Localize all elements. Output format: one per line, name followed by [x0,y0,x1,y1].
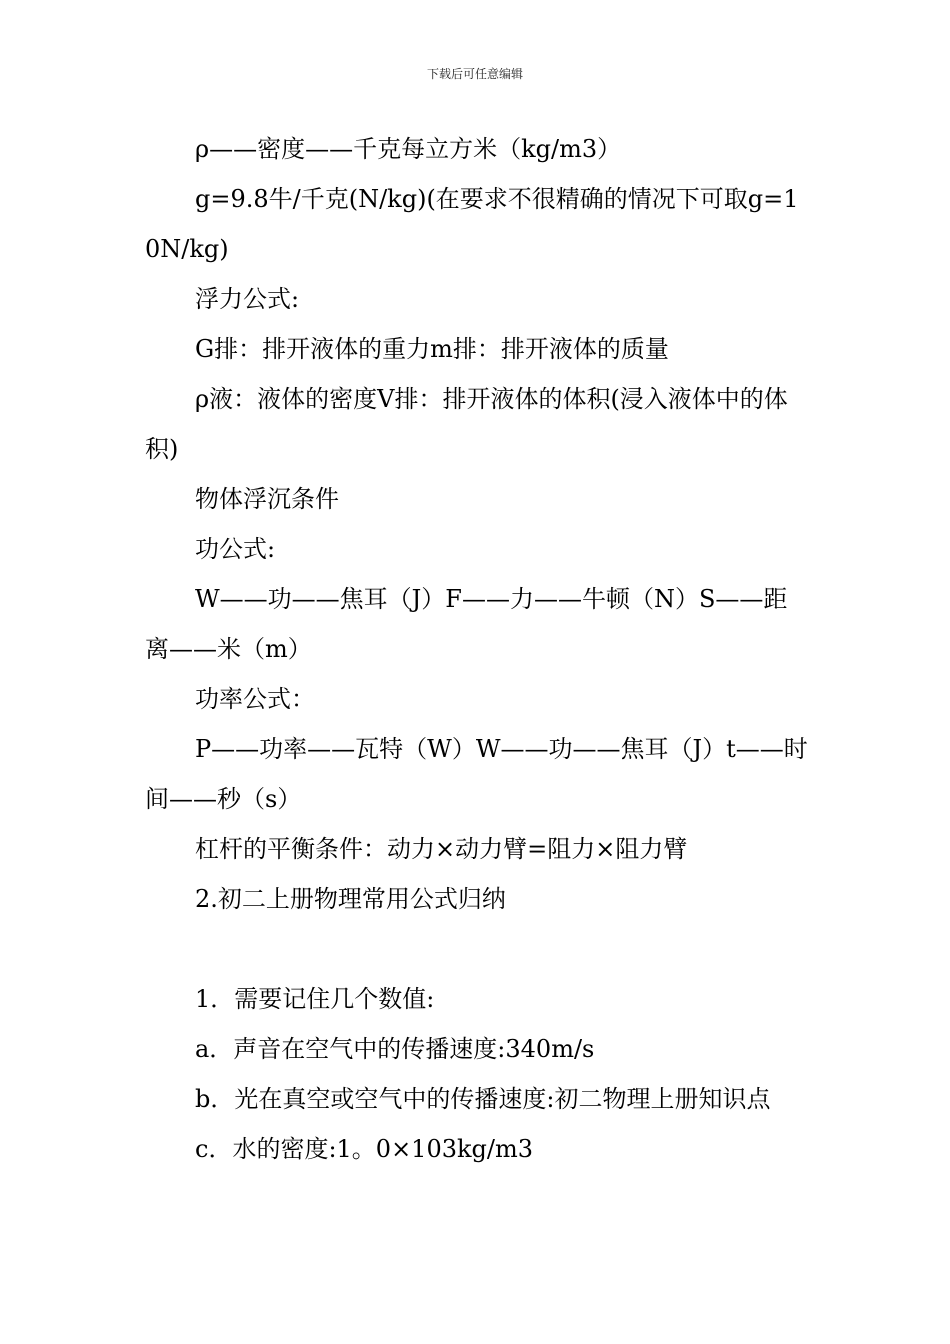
paragraph-power-formula: 功率公式： [195,685,315,713]
blank-line [145,924,810,974]
section-heading: 2.初二上册物理常用公式归纳 [195,885,506,913]
paragraph-power-units: P——功率——瓦特（W）W——功——焦耳（J）t——时间——秒（s） [145,735,808,813]
list-item-values: 1．需要记住几个数值: [195,985,435,1013]
document-body [145,124,810,1174]
paragraph-work-units: W——功——焦耳（J）F——力——牛顿（N）S——距离——米（m） [145,585,788,663]
paragraph-lever-balance: 杠杆的平衡条件：动力×动力臂=阻力×阻力臂 [195,835,688,863]
list-item-sound-speed: a．声音在空气中的传播速度:340m/s [195,1035,595,1063]
paragraph-float-sink: 物体浮沉条件 [195,485,339,513]
paragraph-liquid-density: ρ液：液体的密度V排：排开液体的体积(浸入液体中的体积) [145,385,788,463]
paragraph-work-formula: 功公式: [195,535,276,563]
list-item-water-density: c．水的密度:1。0×103kg/m3 [195,1135,534,1163]
paragraph-buoyancy-formula: 浮力公式: [195,285,300,313]
paragraph-displaced-weight: G排：排开液体的重力m排：排开液体的质量 [195,335,669,363]
paragraph-gravity-constant: g=9.8牛/千克(N/kg)(在要求不很精确的情况下可取g=10N/kg) [145,185,799,263]
page-header: 下载后可任意编辑 [426,67,523,81]
paragraph-density-unit: ρ——密度——千克每立方米（kg/m3） [195,135,622,163]
list-item-light-speed: b．光在真空或空气中的传播速度:初二物理上册知识点 [195,1085,771,1113]
